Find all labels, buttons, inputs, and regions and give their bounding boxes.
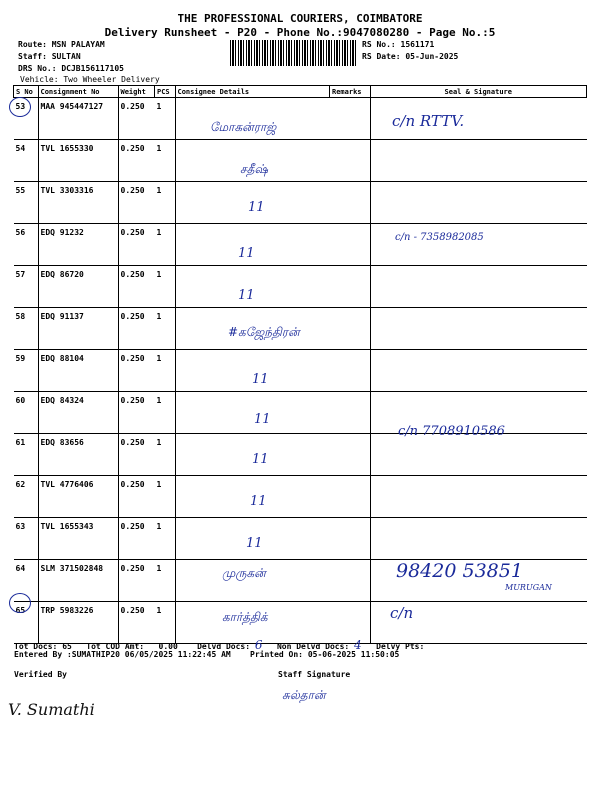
row-sno: 54 <box>14 140 39 182</box>
row-consignment: MAA 945447127 <box>38 98 118 140</box>
staff-label: Staff: <box>18 52 47 61</box>
row-remarks <box>330 392 371 434</box>
row-consignment: EDQ 83656 <box>38 434 118 476</box>
row-seal <box>370 434 587 476</box>
row-sno: 55 <box>14 182 39 224</box>
row-weight: 0.250 <box>118 602 155 644</box>
row-pcs: 1 <box>155 434 176 476</box>
col-remarks: Remarks <box>330 86 371 98</box>
col-pcs: PCS <box>155 86 176 98</box>
row-pcs: 1 <box>155 560 176 602</box>
row-seal <box>370 182 587 224</box>
row-weight: 0.250 <box>118 308 155 350</box>
row-sno: 65 <box>14 602 39 644</box>
table-row <box>14 434 587 476</box>
row-remarks <box>330 560 371 602</box>
row-consignment: EDQ 88104 <box>38 350 118 392</box>
row53-handwritten-seal: c/n RTTV. <box>392 112 465 130</box>
rs-date-label: RS Date: <box>362 52 401 61</box>
table-row <box>14 182 587 224</box>
row-sno: 63 <box>14 518 39 560</box>
row-seal <box>370 518 587 560</box>
row-consignment: EDQ 91232 <box>38 224 118 266</box>
row-remarks <box>330 350 371 392</box>
row-pcs: 1 <box>155 98 176 140</box>
verified-by-label: Verified By <box>14 670 67 679</box>
row65-handwritten-seal: c/n <box>390 604 414 622</box>
row-consignment: TRP 5983226 <box>38 602 118 644</box>
row-pcs: 1 <box>155 392 176 434</box>
row-sno: 58 <box>14 308 39 350</box>
delvd-docs-label: Delvd Docs: <box>197 642 251 651</box>
tot-cod-label: Tot COD Amt: <box>86 642 145 651</box>
route-label: Route: <box>18 40 47 49</box>
row62-ditto-mark: 11 <box>250 494 267 509</box>
row-weight: 0.250 <box>118 140 155 182</box>
row-seal <box>370 140 587 182</box>
row55-ditto-mark: 11 <box>248 200 265 215</box>
drs-label: DRS No.: <box>18 64 57 73</box>
row-consignment: TVL 4776406 <box>38 476 118 518</box>
row64-handwritten-note: MURUGAN <box>505 583 552 592</box>
row-weight: 0.250 <box>118 266 155 308</box>
row65-handwritten-name: கார்த்திக் <box>222 610 268 624</box>
row-consignment: EDQ 91137 <box>38 308 118 350</box>
col-sno: S No <box>14 86 39 98</box>
row-pcs: 1 <box>155 476 176 518</box>
tot-docs-label: Tot Docs: <box>14 642 58 651</box>
row-remarks <box>330 182 371 224</box>
row64-handwritten-phone: 98420 53851 <box>396 560 523 582</box>
row-consignment: EDQ 84324 <box>38 392 118 434</box>
row-pcs: 1 <box>155 602 176 644</box>
row-consignee <box>175 392 330 434</box>
col-seal: Seal & Signature <box>370 86 587 98</box>
row-seal <box>370 476 587 518</box>
row56-ditto-mark: 11 <box>238 246 255 261</box>
table-row <box>14 518 587 560</box>
entered-by: Entered By :SUMATHIP20 06/05/2025 11:22:45 AM <box>14 650 231 659</box>
row-sno: 56 <box>14 224 39 266</box>
row-consignment: TVL 3303316 <box>38 182 118 224</box>
row-consignment: EDQ 86720 <box>38 266 118 308</box>
route-value: MSN PALAYAM <box>51 40 105 49</box>
row-sno: 57 <box>14 266 39 308</box>
table-row <box>14 308 587 350</box>
table-row <box>14 98 587 140</box>
row-sno: 60 <box>14 392 39 434</box>
row-seal <box>370 266 587 308</box>
row-pcs: 1 <box>155 182 176 224</box>
row-remarks <box>330 308 371 350</box>
document-subtitle: Delivery Runsheet - P20 - Phone No.:9047080280 - Page No.:5 <box>104 26 496 39</box>
vehicle-value: Two Wheeler Delivery <box>63 75 160 84</box>
verified-signature: V. Sumathi <box>8 700 95 719</box>
table-header-row <box>14 86 587 98</box>
non-delvd-label: Non Delvd Docs: <box>276 642 350 651</box>
drs-value: DCJB156117105 <box>61 64 124 73</box>
rs-no-value: 1561171 <box>400 40 435 49</box>
rs-no-field <box>362 40 434 49</box>
row65-circle-mark <box>9 593 31 613</box>
staff-field <box>18 52 81 61</box>
row-weight: 0.250 <box>118 224 155 266</box>
row59-ditto-mark: 11 <box>252 372 269 387</box>
tot-docs-value: 65 <box>62 642 72 651</box>
staff-signature-mark: சுல்தான் <box>282 688 326 702</box>
row-sno: 64 <box>14 560 39 602</box>
table-row <box>14 266 587 308</box>
row-weight: 0.250 <box>118 392 155 434</box>
row-consignment: TVL 1655330 <box>38 140 118 182</box>
document-title: THE PROFESSIONAL COURIERS, COIMBATORE <box>177 12 423 25</box>
row57-ditto-mark: 11 <box>238 288 255 303</box>
row-remarks <box>330 266 371 308</box>
row-sno: 53 <box>14 98 39 140</box>
row-pcs: 1 <box>155 266 176 308</box>
row61-handwritten-seal: c/n 7708910586 <box>398 424 505 439</box>
row-remarks <box>330 518 371 560</box>
tot-cod-value: 0.00 <box>158 642 178 651</box>
row63-ditto-mark: 11 <box>246 536 263 551</box>
row-pcs: 1 <box>155 350 176 392</box>
row-consignment: TVL 1655343 <box>38 518 118 560</box>
table-row <box>14 140 587 182</box>
row64-handwritten-name: முருகன் <box>222 566 266 580</box>
row-sno: 62 <box>14 476 39 518</box>
barcode-image <box>230 40 358 66</box>
drs-field <box>18 64 124 73</box>
row54-handwritten-name: சதீஷ் <box>240 162 268 176</box>
row-weight: 0.250 <box>118 518 155 560</box>
row-sno: 59 <box>14 350 39 392</box>
row60-ditto-mark: 11 <box>254 412 271 427</box>
row-remarks <box>330 476 371 518</box>
row58-handwritten-name: #கஜேந்திரன் <box>228 325 300 339</box>
row-seal <box>370 308 587 350</box>
table-row <box>14 350 587 392</box>
col-weight: Weight <box>118 86 155 98</box>
row53-handwritten-name: மோகன்ராஜ் <box>210 120 277 134</box>
row-seal <box>370 224 587 266</box>
rs-no-label: RS No.: <box>362 40 396 49</box>
row-remarks <box>330 98 371 140</box>
vehicle-label: Vehicle: <box>20 75 59 84</box>
row-pcs: 1 <box>155 140 176 182</box>
vehicle-field <box>20 75 160 84</box>
row61-ditto-mark: 11 <box>252 452 269 467</box>
row-weight: 0.250 <box>118 98 155 140</box>
row-weight: 0.250 <box>118 476 155 518</box>
row-pcs: 1 <box>155 518 176 560</box>
staff-signature-label: Staff Signature <box>278 670 351 679</box>
entered-by-line <box>14 650 399 659</box>
row56-handwritten-seal: c/n - 7358982085 <box>395 232 484 243</box>
row-sno: 61 <box>14 434 39 476</box>
non-delvd-value: 4 <box>354 638 362 652</box>
col-consignment: Consignment No <box>38 86 118 98</box>
row-pcs: 1 <box>155 224 176 266</box>
table-row <box>14 476 587 518</box>
row-weight: 0.250 <box>118 182 155 224</box>
rs-date-value: 05-Jun-2025 <box>405 52 459 61</box>
row-weight: 0.250 <box>118 350 155 392</box>
row-weight: 0.250 <box>118 434 155 476</box>
row-remarks <box>330 140 371 182</box>
row-consignment: SLM 371502848 <box>38 560 118 602</box>
route-field <box>18 40 105 49</box>
staff-value: SULTAN <box>51 52 81 61</box>
table-row <box>14 224 587 266</box>
printed-on: Printed On: 05-06-2025 11:50:05 <box>250 650 400 659</box>
row-weight: 0.250 <box>118 560 155 602</box>
rs-date-field <box>362 52 458 61</box>
row-pcs: 1 <box>155 308 176 350</box>
row53-circle-mark <box>9 97 31 117</box>
row-remarks <box>330 224 371 266</box>
delvy-pts-label: Delvy Pts: <box>376 642 425 651</box>
delvd-docs-value: 6 <box>254 638 263 652</box>
row-seal <box>370 350 587 392</box>
col-consignee: Consignee Details <box>175 86 330 98</box>
row-remarks <box>330 434 371 476</box>
